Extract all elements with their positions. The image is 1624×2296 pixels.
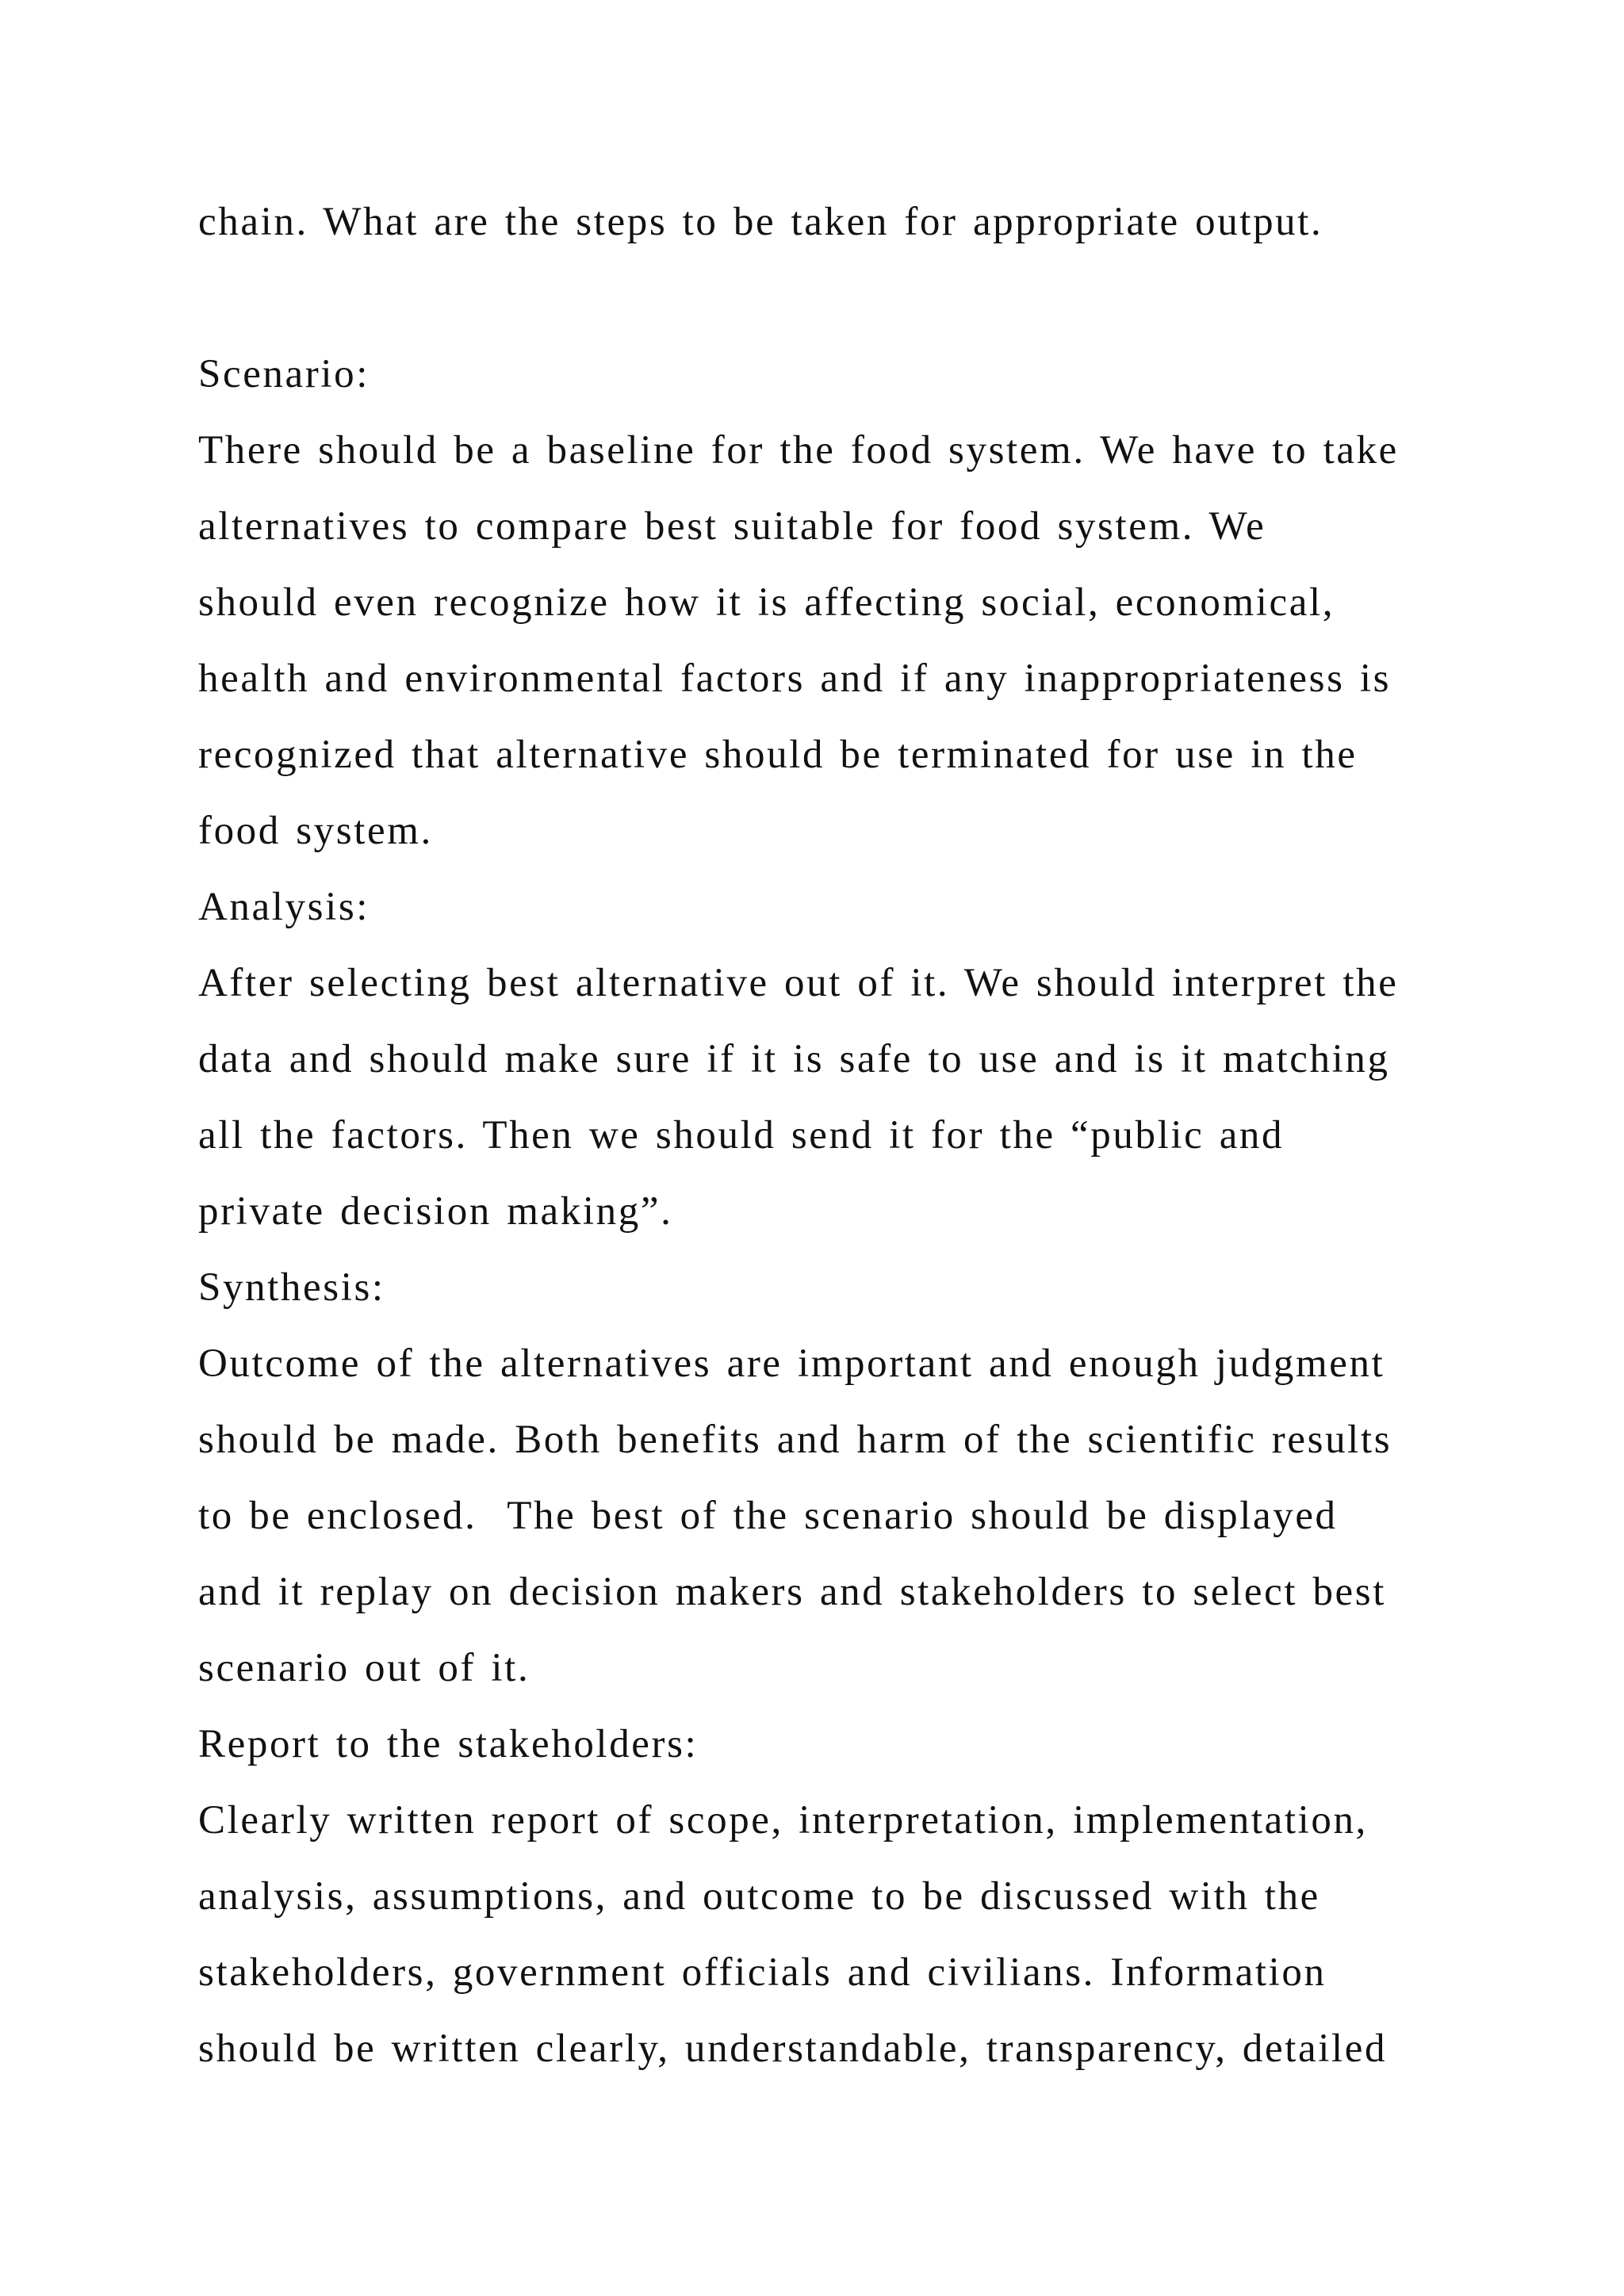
document-body xyxy=(198,184,1530,2087)
text-line-14: private decision making”. xyxy=(198,1189,673,1234)
heading-analysis: Analysis: xyxy=(198,885,370,929)
blank-line xyxy=(198,260,1530,336)
text-line-8: recognized that alternative should be terminated for use in the xyxy=(198,733,1358,777)
text-line-23: analysis, assumptions, and outcome to be discussed with the xyxy=(198,1874,1320,1919)
text-line-5: alternatives to compare best suitable for food system. We xyxy=(198,504,1266,549)
heading-report-to-stakeholders: Report to the stakeholders: xyxy=(198,1722,699,1766)
heading-synthesis: Synthesis: xyxy=(198,1265,385,1310)
text-line-11: After selecting best alternative out of it. We should interpret the xyxy=(198,961,1399,1005)
text-line-25: should be written clearly, understandable, transparency, detailed xyxy=(198,2026,1388,2071)
text-line-17: should be made. Both benefits and harm of the scientific results xyxy=(198,1418,1392,1462)
text-line-1: chain. What are the steps to be taken for appropriate output. xyxy=(198,200,1323,244)
text-line-19: and it replay on decision makers and stakeholders to select best xyxy=(198,1570,1387,1614)
text-line-12: data and should make sure if it is safe to use and is it matching xyxy=(198,1037,1390,1081)
text-line-20: scenario out of it. xyxy=(198,1646,530,1690)
text-line-9: food system. xyxy=(198,809,433,853)
text-line-24: stakeholders, government officials and civilians. Information xyxy=(198,1950,1327,1995)
heading-scenario: Scenario: xyxy=(198,352,370,396)
text-line-6: should even recognize how it is affecting social, economical, xyxy=(198,580,1335,625)
text-line-18: to be enclosed. The best of the scenario should be displayed xyxy=(198,1494,1338,1538)
text-line-13: all the factors. Then we should send it for the “public and xyxy=(198,1113,1285,1158)
text-line-16: Outcome of the alternatives are important and enough judgment xyxy=(198,1341,1385,1386)
text-line-7: health and environmental factors and if any inappropriateness is xyxy=(198,656,1392,701)
text-line-4: There should be a baseline for the food system. We have to take xyxy=(198,428,1399,473)
text-line-22: Clearly written report of scope, interpretation, implementation, xyxy=(198,1798,1368,1843)
